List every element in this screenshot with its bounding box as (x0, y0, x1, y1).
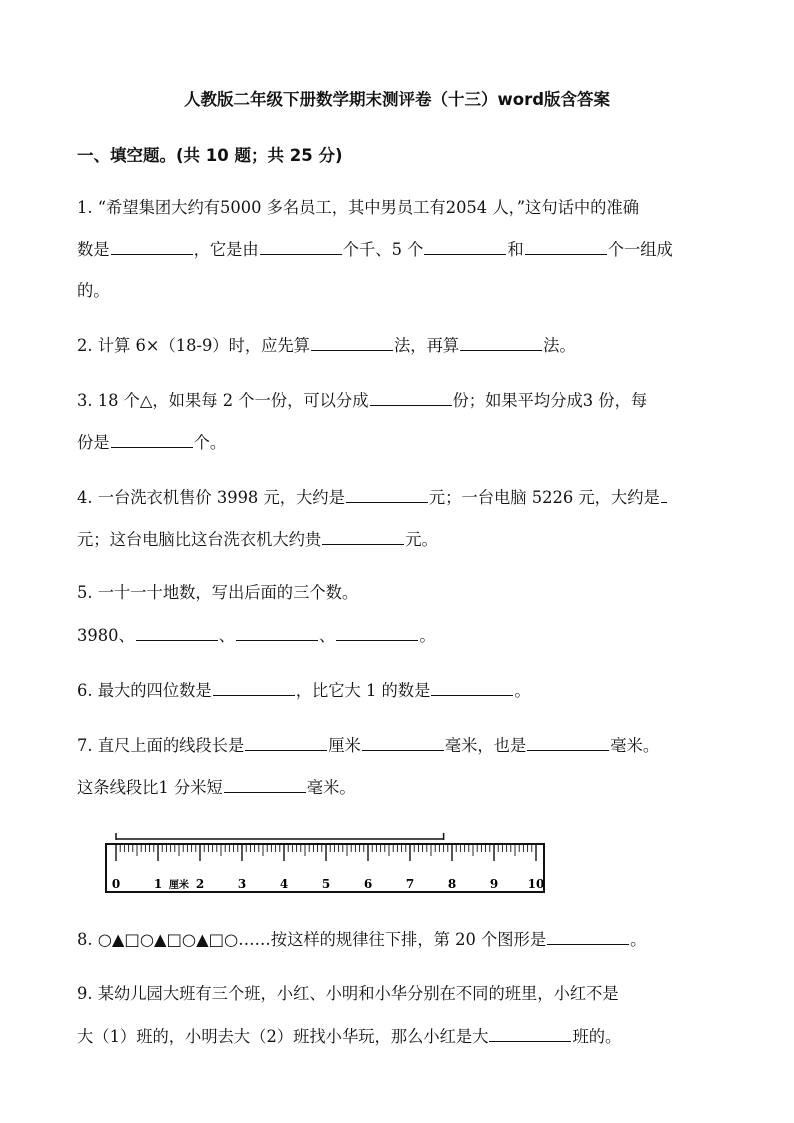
q8-text-a: 8. ○▲□○▲□○▲□○……按这样的规律往下排，第 20 个图形是 (77, 930, 547, 949)
q7-text-b: 厘米 (328, 736, 361, 755)
q6-line (77, 679, 531, 702)
q1-blank-1[interactable] (111, 238, 193, 255)
q2-text-a: 2. 计算 6×（18-9）时，应先算 (77, 336, 310, 355)
q1-blank-3[interactable] (424, 238, 506, 255)
q3-text-d: 个。 (193, 433, 227, 452)
q2-text-c: 法。 (543, 336, 576, 355)
ruler-number: 6 (363, 877, 373, 891)
q1-line-1: 1. “希望集团大约有5000 多名员工，其中男员工有2054 人，”这句话中的准确 (77, 198, 640, 217)
q5-blank-2[interactable] (236, 624, 318, 641)
q5-blank-3[interactable] (336, 624, 418, 641)
q8-line (77, 928, 646, 951)
q7-text-c: 毫米，也是 (444, 736, 527, 755)
ruler-number: 7 (405, 877, 415, 891)
q5-end: 。 (419, 626, 436, 645)
q5-sep: 、 (319, 626, 336, 645)
q5-blank-1[interactable] (136, 624, 218, 641)
q4-text-d: 元。 (405, 530, 438, 549)
q1-line-3: 的。 (77, 281, 110, 300)
q1-text-e: 个一组成 (607, 240, 673, 259)
q9-line-1: 9. 某幼儿园大班有三个班，小红、小明和小华分别在不同的班里，小红不是 (77, 984, 619, 1003)
q7-text-f: 毫米。 (306, 778, 356, 797)
q5-sep: 、 (218, 626, 236, 645)
q4-blank-2[interactable] (661, 486, 667, 503)
q6-text-b: ，比它大 1 的数是 (295, 681, 431, 700)
q4-text-a: 4. 一台洗衣机售价 3998 元，大约是 (77, 488, 345, 507)
q7-blank-3[interactable] (527, 734, 609, 751)
q7-line-2 (77, 776, 356, 799)
ruler-number: 2 (195, 877, 205, 891)
q7-blank-2[interactable] (362, 734, 444, 751)
q7-text-d: 毫米。 (610, 736, 660, 755)
q8-text-b: 。 (630, 930, 647, 949)
q7-text-e: 这条线段比1 分米短 (77, 778, 223, 797)
q1-blank-4[interactable] (525, 238, 607, 255)
q1-text-d: 和 (507, 240, 524, 259)
ruler-number: 0 (111, 877, 121, 891)
section-heading: 一、填空题。(共 10 题；共 25 分) (77, 146, 343, 165)
q5-sep: 、 (118, 626, 135, 645)
q4-text-b: 元；一台电脑 5226 元，大约是 (428, 488, 660, 507)
measured-segment (116, 833, 444, 840)
q6-text-c: 。 (514, 681, 531, 700)
q2-line (77, 334, 576, 357)
q6-blank-2[interactable] (431, 679, 513, 696)
ruler-number: 10 (527, 877, 545, 891)
ruler-number: 3 (237, 877, 247, 891)
q7-blank-4[interactable] (224, 776, 306, 793)
q3-line-2 (77, 431, 226, 454)
q8-blank-1[interactable] (547, 928, 629, 945)
ruler-unit-label: 厘米 (169, 880, 189, 891)
q4-text-c: 元；这台电脑比这台洗衣机大约贵 (77, 530, 322, 549)
q1-text-b: ，它是由 (193, 240, 259, 259)
q3-text-a: 3. 18 个△，如果每 2 个一份，可以分成 (77, 391, 369, 410)
q3-blank-1[interactable] (370, 389, 452, 406)
q4-blank-1[interactable] (346, 486, 428, 503)
q3-line-1 (77, 389, 647, 412)
q2-text-b: 法，再算 (394, 336, 460, 355)
q1-text-c: 个千、5 个 (342, 240, 424, 259)
q4-line-2 (77, 528, 438, 551)
q7-line-1 (77, 734, 659, 757)
q4-line-1 (77, 486, 668, 509)
q1-text-a: 数是 (77, 240, 110, 259)
q5-start-number: 3980 (77, 626, 119, 645)
q2-blank-1[interactable] (311, 334, 393, 351)
q9-text-a: 大（1）班的，小明去大（2）班找小华玩，那么小红是大 (77, 1027, 489, 1046)
ruler-figure (104, 822, 554, 897)
ruler-number: 1 (153, 877, 163, 891)
q1-blank-2[interactable] (260, 238, 342, 255)
ruler-number: 8 (447, 877, 457, 891)
ruler-number: 9 (489, 877, 499, 891)
q3-text-b: 份；如果平均分成3 份，每 (452, 391, 648, 410)
q3-blank-2[interactable] (111, 431, 193, 448)
ruler-illustration (104, 822, 554, 897)
q3-text-c: 份是 (77, 433, 110, 452)
q7-text-a: 7. 直尺上面的线段长是 (77, 736, 245, 755)
q4-blank-3[interactable] (322, 528, 404, 545)
ruler-number: 5 (321, 877, 331, 891)
q5-line-2 (77, 624, 436, 647)
q9-text-b: 班的。 (572, 1027, 622, 1046)
q6-blank-1[interactable] (213, 679, 295, 696)
q1-line-2 (77, 238, 673, 261)
q7-blank-1[interactable] (245, 734, 327, 751)
q6-text-a: 6. 最大的四位数是 (77, 681, 212, 700)
page-title: 人教版二年级下册数学期末测评卷（十三）word版含答案 (183, 90, 611, 109)
q9-blank-1[interactable] (489, 1025, 571, 1042)
ruler-number: 4 (279, 877, 289, 891)
q5-line-1: 5. 一十一十地数，写出后面的三个数。 (77, 583, 359, 602)
q9-line-2 (77, 1025, 621, 1048)
q2-blank-2[interactable] (460, 334, 542, 351)
